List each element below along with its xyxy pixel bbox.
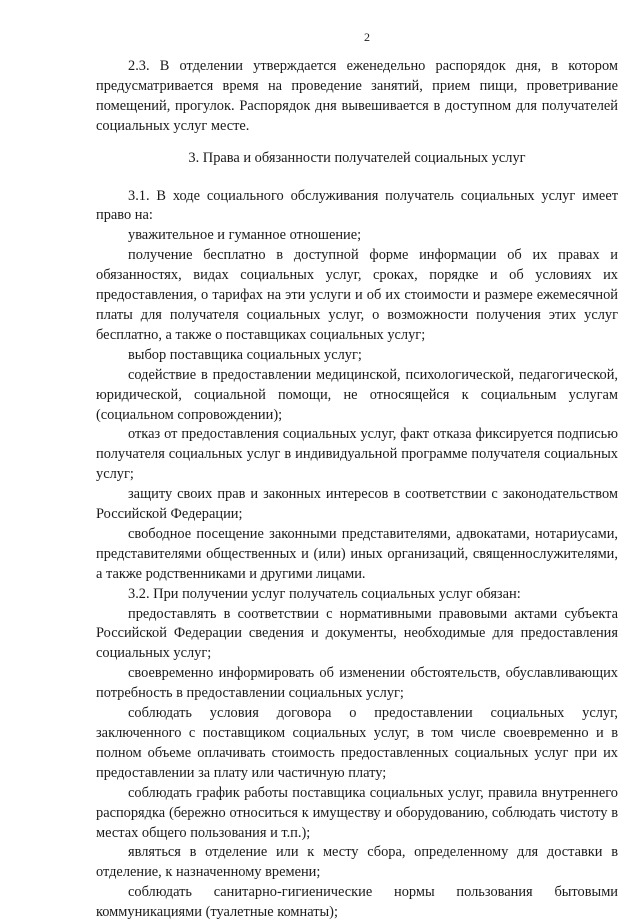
paragraph-3-1: 3.1. В ходе социального обслуживания получатель социальных услуг имеет право на: xyxy=(96,187,618,224)
right-item: получение бесплатно в доступной форме информации об их правах и обязанностях, видах социальных услуг, сроках, порядке и об условиях их предоставления, о тарифах на эти услуги и об их стоимости и размере ежемесячной платы для получателя социальных услуг, о возможности получения этих услуг бесплатно, а также о поставщиках социальных услуг; xyxy=(96,247,618,343)
obligation-item: своевременно информировать об изменении обстоятельств, обуславливающих потребность в предоставлении социальных услуг; xyxy=(96,665,618,702)
right-item: защиту своих прав и законных интересов в соответствии с законодательством Российской Федерации; xyxy=(96,486,618,523)
obligation-item: соблюдать санитарно-гигиенические нормы пользования бытовыми коммуникациями (туалетные комнаты); xyxy=(96,884,618,921)
page-number: 2 xyxy=(364,30,370,44)
paragraph-2-3: 2.3. В отделении утверждается еженедельно распорядок дня, в котором предусматривается время на проведение занятий, прием пищи, проветривание помещений, прогулок. Распорядок дня вывешивается в доступном для получателей социальных услуг месте. xyxy=(96,58,618,134)
right-item: содействие в предоставлении медицинской, психологической, педагогической, юридической, социальной помощи, не относящейся к социальным услугам (социальном сопровождении); xyxy=(96,366,618,423)
section-heading: 3. Права и обязанности получателей социальных услуг xyxy=(188,149,526,166)
paragraph-3-2: 3.2. При получении услуг получатель социальных услуг обязан: xyxy=(128,585,521,602)
right-item: свободное посещение законными представителями, адвокатами, нотариусами, представителями общественных и (или) иных организаций, священнослужителями, а также родственниками и другими лицами. xyxy=(96,525,618,582)
obligation-item: являться в отделение или к месту сбора, определенному для доставки в отделение, к назначенному времени; xyxy=(96,844,618,881)
right-item: уважительное и гуманное отношение; xyxy=(128,227,362,244)
right-item: выбор поставщика социальных услуг; xyxy=(128,346,362,363)
obligation-item: соблюдать условия договора о предоставлении социальных услуг, заключенного с поставщиком социальных услуг, в том числе своевременно и в полном объеме оплачивать стоимость предоставленных социальных услуг при их предоставлении за плату или частичную плату; xyxy=(96,705,618,781)
obligation-item: соблюдать график работы поставщика социальных услуг, правила внутреннего распорядка (бережно относиться к имуществу и оборудованию, соблюдать чистоту в местах общего пользования и т.п.); xyxy=(96,784,618,841)
obligation-item: предоставлять в соответствии с нормативными правовыми актами субъекта Российской Федерации сведения и документы, необходимые для предоставления социальных услуг; xyxy=(96,605,618,662)
right-item: отказ от предоставления социальных услуг, факт отказа фиксируется подписью получателя социальных услуг в индивидуальной программе получателя социальных услуг; xyxy=(96,426,618,483)
